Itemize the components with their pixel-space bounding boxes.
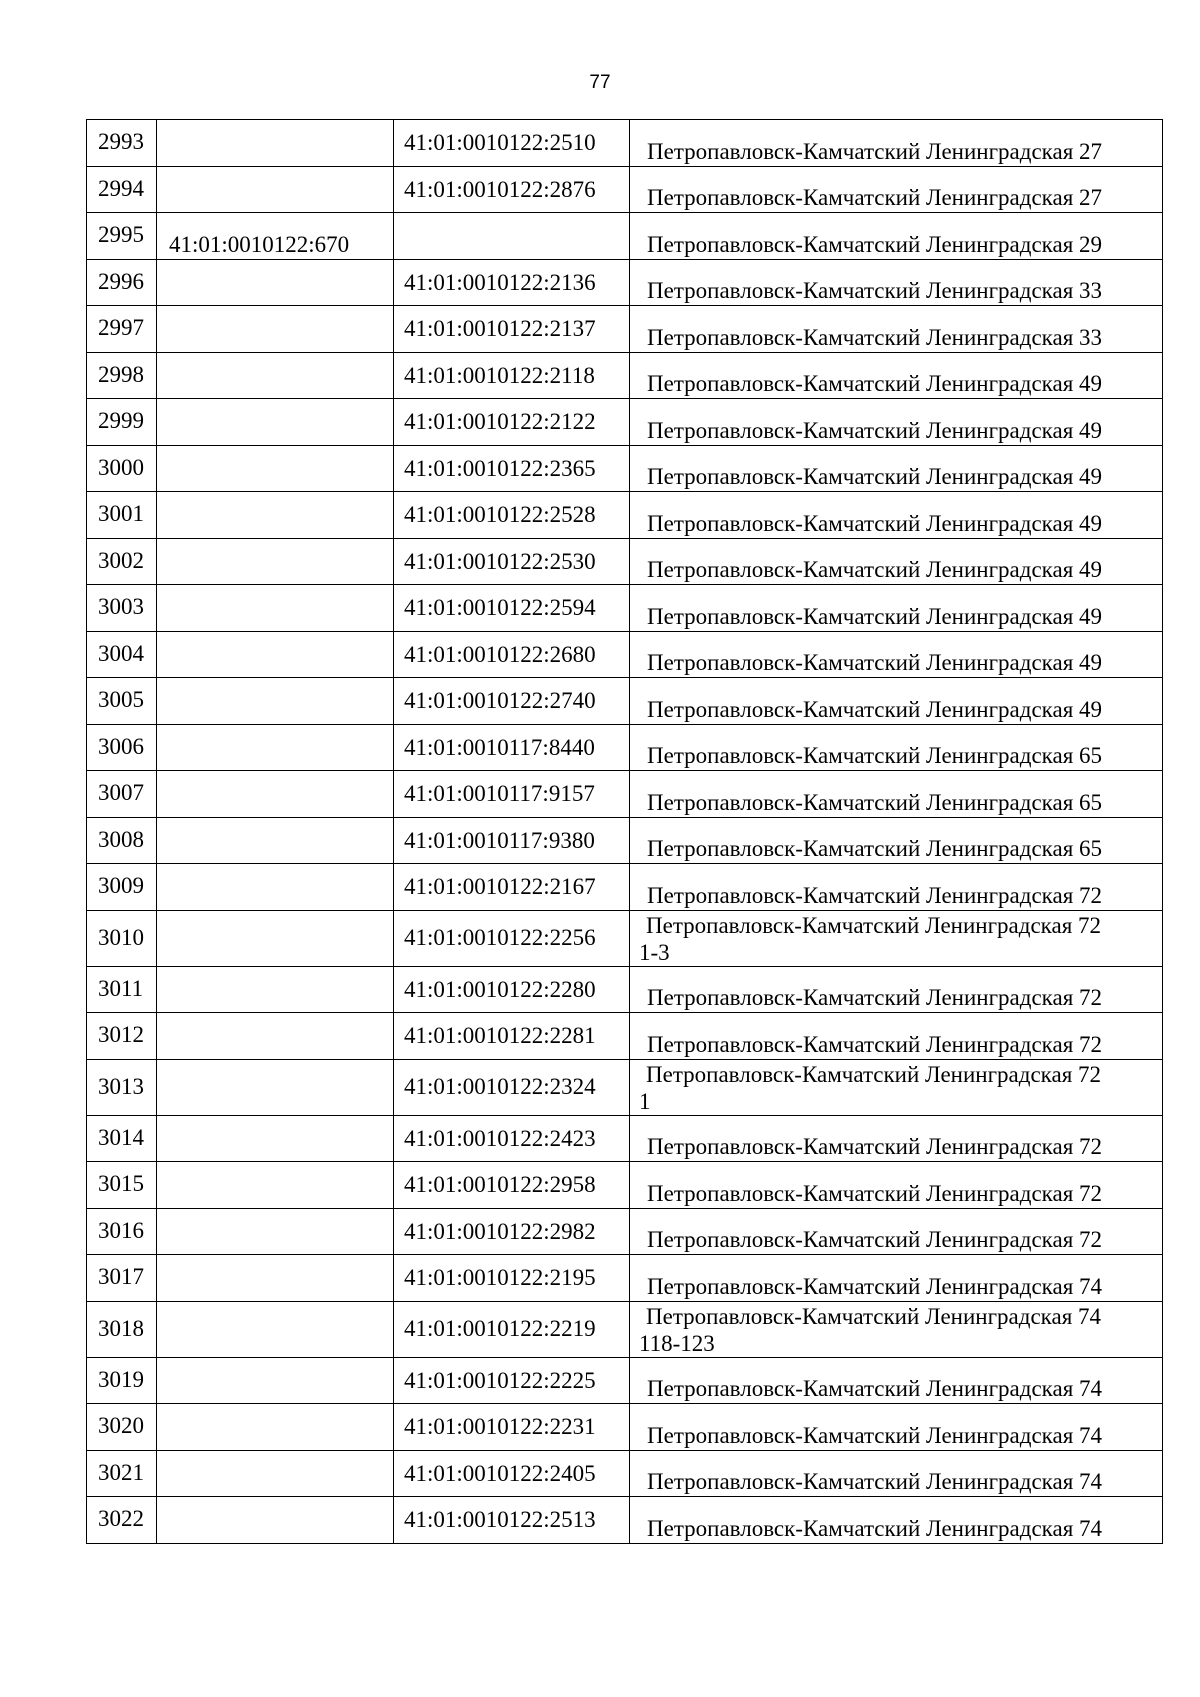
row-number-cell [87, 1115, 157, 1162]
address-cell-text [647, 1274, 1102, 1300]
table-row [87, 1404, 1163, 1451]
address-cell-text [647, 511, 1102, 537]
table-row [87, 1059, 1163, 1115]
building-number-cell [394, 1450, 630, 1497]
row-number-cell [87, 538, 157, 585]
address-line: Петропавловск-Камчатский Ленинградская 74 [647, 1515, 1103, 1541]
building-number-cell [394, 1208, 630, 1255]
parcel-number-cell [157, 1450, 394, 1497]
address-cell [630, 259, 1163, 306]
table-row [87, 1208, 1163, 1255]
building-number-cell [394, 631, 630, 678]
address-line: Петропавловск-Камчатский Ленинградская 72 [647, 1180, 1103, 1206]
table-row [87, 1013, 1163, 1060]
building-number-cell [394, 1115, 630, 1162]
address-cell [630, 771, 1163, 818]
address-cell-text [647, 1134, 1102, 1160]
table-row [87, 1357, 1163, 1404]
parcel-number-cell [157, 864, 394, 911]
building-number-cell-text: 41:01:0010122:2876 [404, 176, 596, 202]
address-cell-text [639, 1303, 1146, 1357]
address-extra-line: 118-123 [639, 1330, 715, 1356]
building-number-cell-text: 41:01:0010122:2137 [404, 316, 596, 341]
building-number-cell [394, 399, 630, 446]
row-number-cell [87, 771, 157, 818]
building-number-cell-text: 41:01:0010122:2231 [404, 1414, 596, 1439]
address-line: Петропавловск-Камчатский Ленинградская 74 [647, 1469, 1103, 1494]
address-cell-text [647, 1032, 1102, 1058]
row-number-cell-text: 3008 [98, 826, 144, 852]
building-number-cell-text: 41:01:0010122:2136 [404, 269, 596, 295]
building-number-cell-text: 41:01:0010122:2982 [404, 1218, 596, 1244]
building-number-cell [394, 120, 630, 167]
address-cell-text [639, 1061, 1146, 1115]
building-number-cell-text: 41:01:0010117:9157 [404, 781, 595, 806]
address-line: Петропавловск-Камчатский Ленинградская 74 [647, 1422, 1103, 1448]
row-number-cell-text: 3003 [98, 594, 144, 619]
parcel-number-cell [157, 1208, 394, 1255]
address-cell-text [647, 1181, 1102, 1207]
address-cell [630, 1301, 1163, 1357]
address-cell [630, 864, 1163, 911]
building-number-cell-text: 41:01:0010122:2740 [404, 688, 596, 713]
building-number-cell-text: 41:01:0010122:2528 [404, 502, 596, 527]
table-row [87, 631, 1163, 678]
address-cell [630, 1497, 1163, 1544]
table-row [87, 966, 1163, 1013]
row-number-cell-text: 3006 [98, 733, 144, 759]
building-number-cell-text: 41:01:0010122:2594 [404, 595, 596, 620]
table-row [87, 445, 1163, 492]
row-number-cell [87, 1255, 157, 1302]
table-row [87, 306, 1163, 353]
table-row [87, 1115, 1163, 1162]
row-number-cell-text: 3004 [98, 640, 144, 666]
row-number-cell [87, 1059, 157, 1115]
row-number-cell-text: 2998 [98, 361, 144, 387]
row-number-cell [87, 817, 157, 864]
building-number-cell-text: 41:01:0010122:2530 [404, 548, 596, 574]
row-number-cell-text: 3019 [98, 1366, 144, 1392]
building-number-cell-text: 41:01:0010122:2281 [404, 1023, 596, 1048]
building-number-cell [394, 966, 630, 1013]
row-number-cell [87, 1497, 157, 1544]
address-line: Петропавловск-Камчатский Ленинградская 72 [647, 1031, 1103, 1057]
address-cell-text [647, 1516, 1102, 1542]
row-number-cell [87, 492, 157, 539]
row-number-cell-text: 3021 [98, 1459, 144, 1485]
building-number-cell [394, 166, 630, 213]
address-cell [630, 1162, 1163, 1209]
row-number-cell [87, 1450, 157, 1497]
row-number-cell-text: 3013 [98, 1073, 144, 1099]
address-cell [630, 724, 1163, 771]
building-number-cell-text: 41:01:0010122:2513 [404, 1507, 596, 1532]
address-line: Петропавловск-Камчатский Ленинградская 74 [647, 1376, 1103, 1401]
address-cell-text [647, 418, 1102, 444]
row-number-cell-text: 3015 [98, 1171, 144, 1196]
building-number-cell-text: 41:01:0010122:2423 [404, 1125, 596, 1151]
building-number-cell [394, 1162, 630, 1209]
table-row [87, 352, 1163, 399]
row-number-cell-text: 3010 [98, 924, 144, 950]
address-line: Петропавловск-Камчатский Ленинградская 65 [647, 836, 1103, 861]
address-line: Петропавловск-Камчатский Ленинградская 72 [647, 985, 1103, 1010]
row-number-cell-text: 3016 [98, 1217, 144, 1243]
address-cell-text [647, 883, 1102, 909]
address-cell [630, 631, 1163, 678]
address-cell [630, 492, 1163, 539]
parcel-number-cell [157, 631, 394, 678]
address-line: Петропавловск-Камчатский Ленинградская 74 [647, 1273, 1103, 1299]
row-number-cell [87, 352, 157, 399]
address-cell-text [647, 1376, 1102, 1402]
table-row [87, 1255, 1163, 1302]
row-number-cell [87, 213, 157, 260]
building-number-cell [394, 213, 630, 260]
address-cell [630, 678, 1163, 725]
address-cell-text [647, 325, 1102, 351]
address-line: Петропавловск-Камчатский Ленинградская 49 [647, 603, 1103, 629]
building-number-cell-text: 41:01:0010122:2958 [404, 1172, 596, 1197]
parcel-number-cell [157, 120, 394, 167]
address-cell [630, 966, 1163, 1013]
row-number-cell-text: 2995 [98, 222, 144, 247]
address-cell-text [647, 232, 1102, 258]
row-number-cell-text: 3012 [98, 1022, 144, 1047]
address-line: Петропавловск-Камчатский Ленинградская 49 [647, 557, 1103, 582]
row-number-cell [87, 1208, 157, 1255]
address-line: Петропавловск-Камчатский Ленинградская 72 [646, 1061, 1102, 1087]
address-extra-line: 1-3 [639, 939, 670, 965]
table-row [87, 166, 1163, 213]
address-cell [630, 1013, 1163, 1060]
building-number-cell [394, 1255, 630, 1302]
address-cell-text [647, 604, 1102, 630]
address-cell-text [647, 278, 1102, 304]
parcel-number-cell [157, 585, 394, 632]
address-cell [630, 1115, 1163, 1162]
parcel-number-cell [157, 1255, 394, 1302]
row-number-cell-text: 2994 [98, 175, 144, 201]
table-row [87, 771, 1163, 818]
row-number-cell [87, 585, 157, 632]
building-number-cell-text: 41:01:0010122:2680 [404, 641, 596, 667]
address-cell [630, 1404, 1163, 1451]
parcel-number-cell [157, 771, 394, 818]
row-number-cell-text: 3018 [98, 1315, 144, 1341]
parcel-number-cell [157, 1059, 394, 1115]
parcel-number-cell [157, 492, 394, 539]
address-line: Петропавловск-Камчатский Ленинградская 72 [646, 912, 1102, 938]
table-row [87, 1497, 1163, 1544]
parcel-number-cell [157, 445, 394, 492]
building-number-cell-text: 41:01:0010122:2365 [404, 455, 596, 481]
building-number-cell [394, 1404, 630, 1451]
address-line: Петропавловск-Камчатский Ленинградская 49 [647, 417, 1103, 443]
address-cell-text [647, 185, 1102, 211]
parcel-number-cell [157, 966, 394, 1013]
row-number-cell [87, 631, 157, 678]
address-cell-text [647, 1227, 1102, 1253]
row-number-cell [87, 1357, 157, 1404]
building-number-cell-text: 41:01:0010122:2256 [404, 924, 596, 950]
building-number-cell [394, 445, 630, 492]
row-number-cell [87, 120, 157, 167]
row-number-cell [87, 966, 157, 1013]
address-cell [630, 352, 1163, 399]
row-number-cell-text: 2999 [98, 408, 144, 433]
row-number-cell-text: 3007 [98, 780, 144, 805]
building-number-cell [394, 1357, 630, 1404]
building-number-cell [394, 771, 630, 818]
address-extra-line: 1 [639, 1088, 651, 1114]
row-number-cell-text: 3017 [98, 1264, 144, 1289]
parcel-number-cell [157, 538, 394, 585]
building-number-cell [394, 910, 630, 966]
address-line: Петропавловск-Камчатский Ленинградская 49 [647, 696, 1103, 722]
parcel-number-cell [157, 910, 394, 966]
parcel-number-cell [157, 352, 394, 399]
address-cell-text [647, 985, 1102, 1011]
address-cell-text [647, 464, 1102, 490]
table-row [87, 1162, 1163, 1209]
row-number-cell-text: 3005 [98, 687, 144, 712]
table-row [87, 910, 1163, 966]
row-number-cell-text: 2996 [98, 268, 144, 294]
address-line: Петропавловск-Камчатский Ленинградская 72 [647, 1134, 1103, 1159]
parcel-number-cell [157, 1497, 394, 1544]
table-row [87, 864, 1163, 911]
address-cell-text [647, 139, 1102, 165]
building-number-cell-text: 41:01:0010122:2280 [404, 976, 596, 1002]
row-number-cell-text: 3022 [98, 1506, 144, 1531]
address-cell [630, 445, 1163, 492]
table-row [87, 1301, 1163, 1357]
building-number-cell [394, 306, 630, 353]
table-row [87, 213, 1163, 260]
building-number-cell [394, 538, 630, 585]
parcel-number-cell [157, 306, 394, 353]
row-number-cell [87, 166, 157, 213]
row-number-cell [87, 399, 157, 446]
address-line: Петропавловск-Камчатский Ленинградская 27 [647, 185, 1103, 210]
address-line: Петропавловск-Камчатский Ленинградская 65 [647, 789, 1103, 815]
table-row [87, 817, 1163, 864]
parcel-number-cell [157, 678, 394, 725]
row-number-cell-text: 3020 [98, 1413, 144, 1438]
building-number-cell [394, 585, 630, 632]
building-number-cell [394, 1301, 630, 1357]
address-line: Петропавловск-Камчатский Ленинградская 27 [647, 138, 1103, 164]
page-number: 77 [589, 72, 611, 93]
building-number-cell-text: 41:01:0010122:2195 [404, 1265, 596, 1290]
address-line: Петропавловск-Камчатский Ленинградская 65 [647, 743, 1103, 768]
building-number-cell-text: 41:01:0010122:2219 [404, 1315, 596, 1341]
row-number-cell [87, 678, 157, 725]
building-number-cell [394, 678, 630, 725]
address-cell-text [647, 836, 1102, 862]
row-number-cell-text: 3001 [98, 501, 144, 526]
building-number-cell-text: 41:01:0010122:2405 [404, 1460, 596, 1486]
address-cell-text [647, 743, 1102, 769]
table-row [87, 724, 1163, 771]
row-number-cell-text: 2993 [98, 129, 144, 154]
parcel-number-cell [157, 1404, 394, 1451]
address-cell [630, 538, 1163, 585]
parcel-number-cell [157, 399, 394, 446]
address-cell [630, 910, 1163, 966]
parcel-number-cell [157, 259, 394, 306]
building-number-cell [394, 1013, 630, 1060]
parcel-number-cell [157, 817, 394, 864]
address-cell-text [647, 1469, 1102, 1495]
parcel-number-cell [157, 724, 394, 771]
row-number-cell [87, 1013, 157, 1060]
address-cell-text [647, 371, 1102, 397]
address-cell [630, 1450, 1163, 1497]
address-line: Петропавловск-Камчатский Ленинградская 49 [647, 650, 1103, 675]
address-cell [630, 1357, 1163, 1404]
address-line: Петропавловск-Камчатский Ленинградская 72 [647, 882, 1103, 908]
building-number-cell [394, 724, 630, 771]
address-line: Петропавловск-Камчатский Ленинградская 72 [647, 1227, 1103, 1252]
row-number-cell-text: 3002 [98, 547, 144, 573]
register-table [86, 119, 1163, 1544]
row-number-cell [87, 864, 157, 911]
building-number-cell [394, 492, 630, 539]
building-number-cell-text: 41:01:0010122:2167 [404, 874, 596, 899]
building-number-cell-text: 41:01:0010117:8440 [404, 734, 595, 760]
address-cell [630, 213, 1163, 260]
row-number-cell-text: 3000 [98, 454, 144, 480]
table-row [87, 585, 1163, 632]
address-line: Петропавловск-Камчатский Ленинградская 33 [647, 278, 1103, 303]
address-line: Петропавловск-Камчатский Ленинградская 49 [647, 510, 1103, 536]
building-number-cell-text: 41:01:0010122:2510 [404, 130, 596, 155]
row-number-cell [87, 1404, 157, 1451]
address-cell [630, 817, 1163, 864]
table-row [87, 678, 1163, 725]
table-row [87, 399, 1163, 446]
building-number-cell-text: 41:01:0010122:2122 [404, 409, 596, 434]
address-line: Петропавловск-Камчатский Ленинградская 49 [647, 464, 1103, 489]
address-cell [630, 306, 1163, 353]
parcel-number-cell-text: 41:01:0010122:670 [169, 231, 350, 257]
table-row [87, 492, 1163, 539]
table-row [87, 120, 1163, 167]
address-cell-text [647, 557, 1102, 583]
parcel-number-cell [157, 1162, 394, 1209]
row-number-cell-text: 2997 [98, 315, 144, 340]
address-cell [630, 1059, 1163, 1115]
row-number-cell-text: 3009 [98, 873, 144, 898]
building-number-cell [394, 864, 630, 911]
table-row [87, 1450, 1163, 1497]
building-number-cell [394, 1059, 630, 1115]
parcel-number-cell [157, 1357, 394, 1404]
parcel-number-cell [157, 1013, 394, 1060]
building-number-cell [394, 259, 630, 306]
row-number-cell [87, 724, 157, 771]
row-number-cell [87, 910, 157, 966]
address-line: Петропавловск-Камчатский Ленинградская 33 [647, 324, 1103, 350]
address-cell [630, 399, 1163, 446]
address-cell [630, 166, 1163, 213]
table-row [87, 259, 1163, 306]
address-line: Петропавловск-Камчатский Ленинградская 49 [647, 371, 1103, 396]
row-number-cell [87, 1162, 157, 1209]
building-number-cell [394, 1497, 630, 1544]
building-number-cell-text: 41:01:0010122:2118 [404, 362, 595, 388]
building-number-cell-text: 41:01:0010122:2324 [404, 1073, 596, 1099]
address-cell-text [639, 912, 1146, 966]
address-cell [630, 1208, 1163, 1255]
parcel-number-cell [157, 213, 394, 260]
row-number-cell [87, 306, 157, 353]
building-number-cell [394, 817, 630, 864]
parcel-number-cell [157, 1301, 394, 1357]
table-row [87, 538, 1163, 585]
address-line: Петропавловск-Камчатский Ленинградская 29 [647, 231, 1103, 257]
address-cell-text [647, 697, 1102, 723]
row-number-cell-text: 3011 [98, 975, 144, 1001]
row-number-cell [87, 259, 157, 306]
parcel-number-cell [157, 166, 394, 213]
address-cell [630, 585, 1163, 632]
address-cell [630, 120, 1163, 167]
address-cell-text [647, 790, 1102, 816]
row-number-cell-text: 3014 [98, 1124, 144, 1150]
address-cell-text [647, 1423, 1102, 1449]
address-line: Петропавловск-Камчатский Ленинградская 74 [646, 1303, 1102, 1329]
parcel-number-cell [157, 1115, 394, 1162]
row-number-cell [87, 1301, 157, 1357]
address-cell [630, 1255, 1163, 1302]
building-number-cell-text: 41:01:0010117:9380 [404, 827, 595, 853]
address-cell-text [647, 650, 1102, 676]
building-number-cell-text: 41:01:0010122:2225 [404, 1367, 596, 1393]
row-number-cell [87, 445, 157, 492]
building-number-cell [394, 352, 630, 399]
register-table-body [87, 120, 1163, 1544]
